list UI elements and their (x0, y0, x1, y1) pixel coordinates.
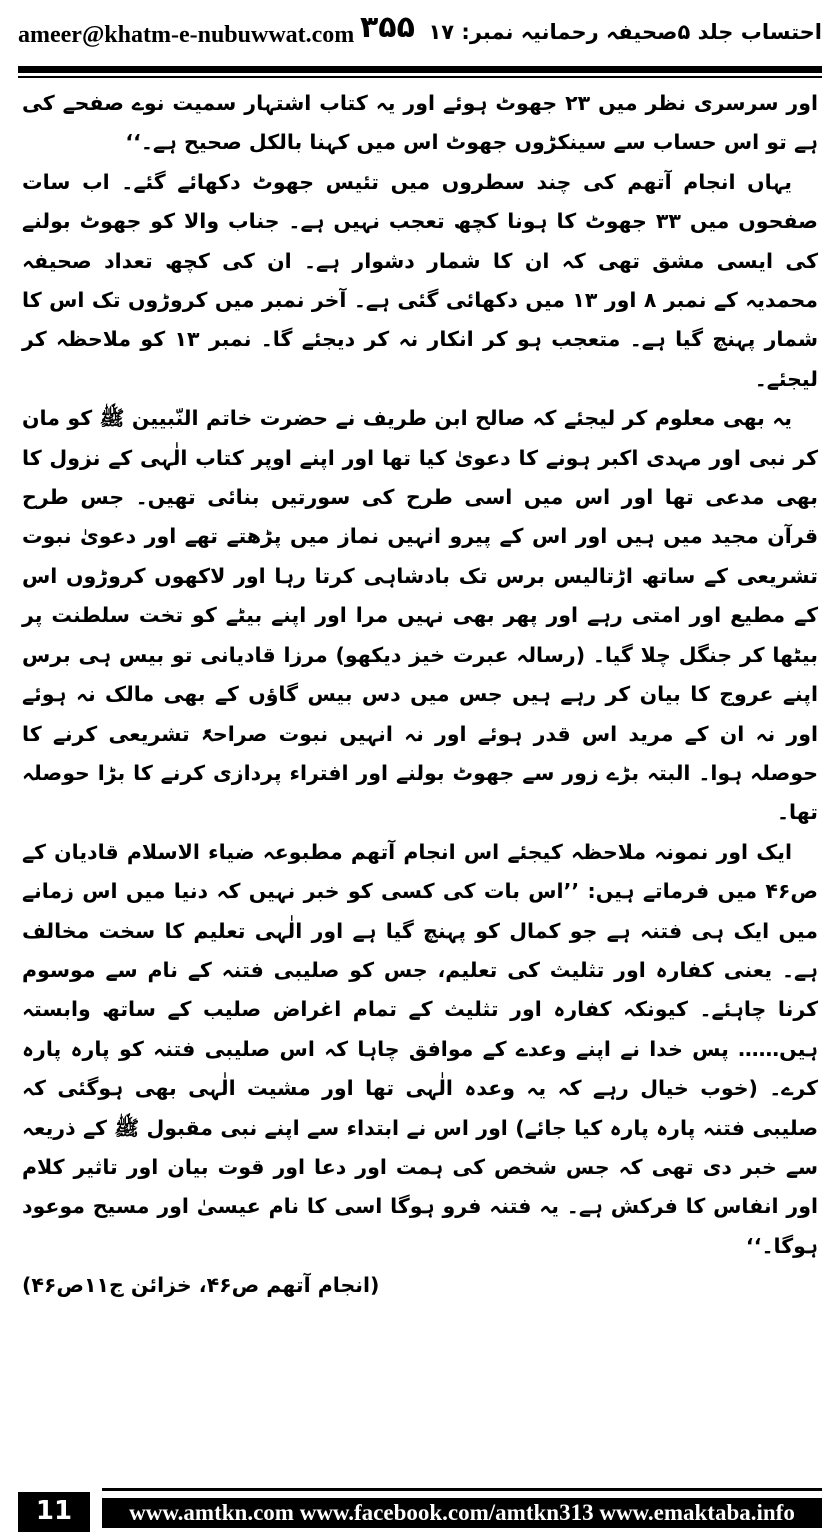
footer-rule (102, 1488, 822, 1491)
header-rule-thick (18, 66, 822, 73)
header-page-number: ۳۵۵ (360, 10, 415, 45)
page-header (18, 8, 822, 64)
body-paragraph-1: اور سرسری نظر میں ۲۳ جھوٹ ہوئے اور یہ کتاب اشتہار سمیت نوے صفحے کی ہے تو اس حساب سے سینکڑوں جھوٹ اس میں کہنا بالکل صحیح ہے۔‘‘ (22, 91, 818, 155)
citation-reference: (انجام آتھم ص۴۶، خزائن ج۱۱ص۴۶) (22, 1273, 380, 1298)
page-body (22, 84, 818, 1306)
header-book-title: احتساب جلد ۵صحیفہ رحمانیہ نمبر: ۱۷ (428, 20, 822, 44)
footer-website-links[interactable]: www.amtkn.com www.facebook.com/amtkn313 www.emaktaba.info (102, 1498, 822, 1528)
body-paragraph-4: ایک اور نمونہ ملاحظہ کیجئے اس انجام آتھم مطبوعہ ضیاء الاسلام قادیان کے ص۴۶ میں فرماتے ہیں: ’’اس بات کی کسی کو خبر نہیں کہ دنیا میں اس زمانے میں ایک ہی فتنہ ہے جو کمال کو پہنچ گیا ہے اور الٰہی تعلیم کا سخت مخالف ہے۔ یعنی کفارہ اور تثلیث کی تعلیم، جس کو صلیبی فتنہ کے نام سے موسوم کرنا چاہئے۔ کیونکہ کفارہ اور تثلیث کے تمام اغراض صلیب کے ساتھ وابستہ ہیں…… پس خدا نے اپنے وعدے کے موافق چاہا کہ اس صلیبی فتنہ کو پارہ پارہ کرے۔ (خوب خیال رہے کہ یہ وعدہ الٰہی تھا اور مشیت الٰہی بھی ہوگئی کہ صلیبی فتنہ پارہ پارہ کیا جائے) اور اس نے ابتداء سے اپنے نبی مقبول ﷺ کے ذریعہ سے خبر دی تھی کہ جس شخص کی ہمت اور دعا اور قوت بیان اور تاثیر کلام اور انفاس کا فرکش ہے۔ یہ فتنہ فرو ہوگا اسی کا نام عیسیٰ اور مسیح موعود ہوگا۔‘‘ (22, 839, 818, 1258)
body-paragraph-2: یہاں انجام آتھم کی چند سطروں میں تئیس جھوٹ دکھائے گئے۔ اب سات صفحوں میں ۳۳ جھوٹ کا ہونا کچھ تعجب نہیں ہے۔ جناب والا کو جھوٹ بولنے کی ایسی مشق تھی کہ ان کا شمار دشوار ہے۔ ان کی کچھ تعداد صحیفہ محمدیہ کے نمبر ۸ اور ۱۳ میں دکھائی گئی ہے۔ آخر نمبر میں کروڑوں تک اس کا شمار پہنچ گیا ہے۔ متعجب ہو کر انکار نہ کر دیجئے گا۔ نمبر ۱۳ کو ملاحظہ کر لیجئے۔ (22, 169, 819, 391)
page-footer (18, 1488, 822, 1532)
footer-page-index: 11 (18, 1492, 90, 1532)
header-email[interactable]: ameer@khatm-e-nubuwwat.com (18, 22, 355, 48)
body-paragraph-3: یہ بھی معلوم کر لیجئے کہ صالح ابن طریف نے حضرت خاتم النّبیین ﷺ کو مان کر نبی اور مہدی اکبر ہونے کا دعویٰ کیا تھا اور اپنے اوپر کتاب الٰہی کے نزول کا بھی مدعی تھا اور اس میں اسی طرح کی سورتیں بنائی تھیں۔ جس طرح قرآن مجید میں ہیں اور اس کے پیرو انہیں نماز میں پڑھتے تھے اور دعویٰ نبوت تشریعی کے ساتھ اڑتالیس برس تک بادشاہی کرتا رہا اور لاکھوں کروڑوں اس کے مطیع اور امتی رہے اور پھر بھی نہیں مرا اور اپنے بیٹے کو تخت سلطنت پر بیٹھا کر جنگل چلا گیا۔ (رسالہ عبرت خیز دیکھو) مرزا قادیانی تو بیس ہی برس اپنے عروج کا بیان کر رہے ہیں جس میں دس بیس گاؤں کے بھی مالک نہ ہوئے اور نہ ان کے مرید اس قدر ہوئے اور نہ انہیں نبوت صراحۃً تشریعی کرنے کا حوصلہ ہوا۔ البتہ بڑے زور سے جھوٹ بولنے اور افتراء پردازی کرنے کا بڑا حوصلہ تھا۔ (22, 406, 818, 825)
header-rule-thin (18, 76, 822, 78)
